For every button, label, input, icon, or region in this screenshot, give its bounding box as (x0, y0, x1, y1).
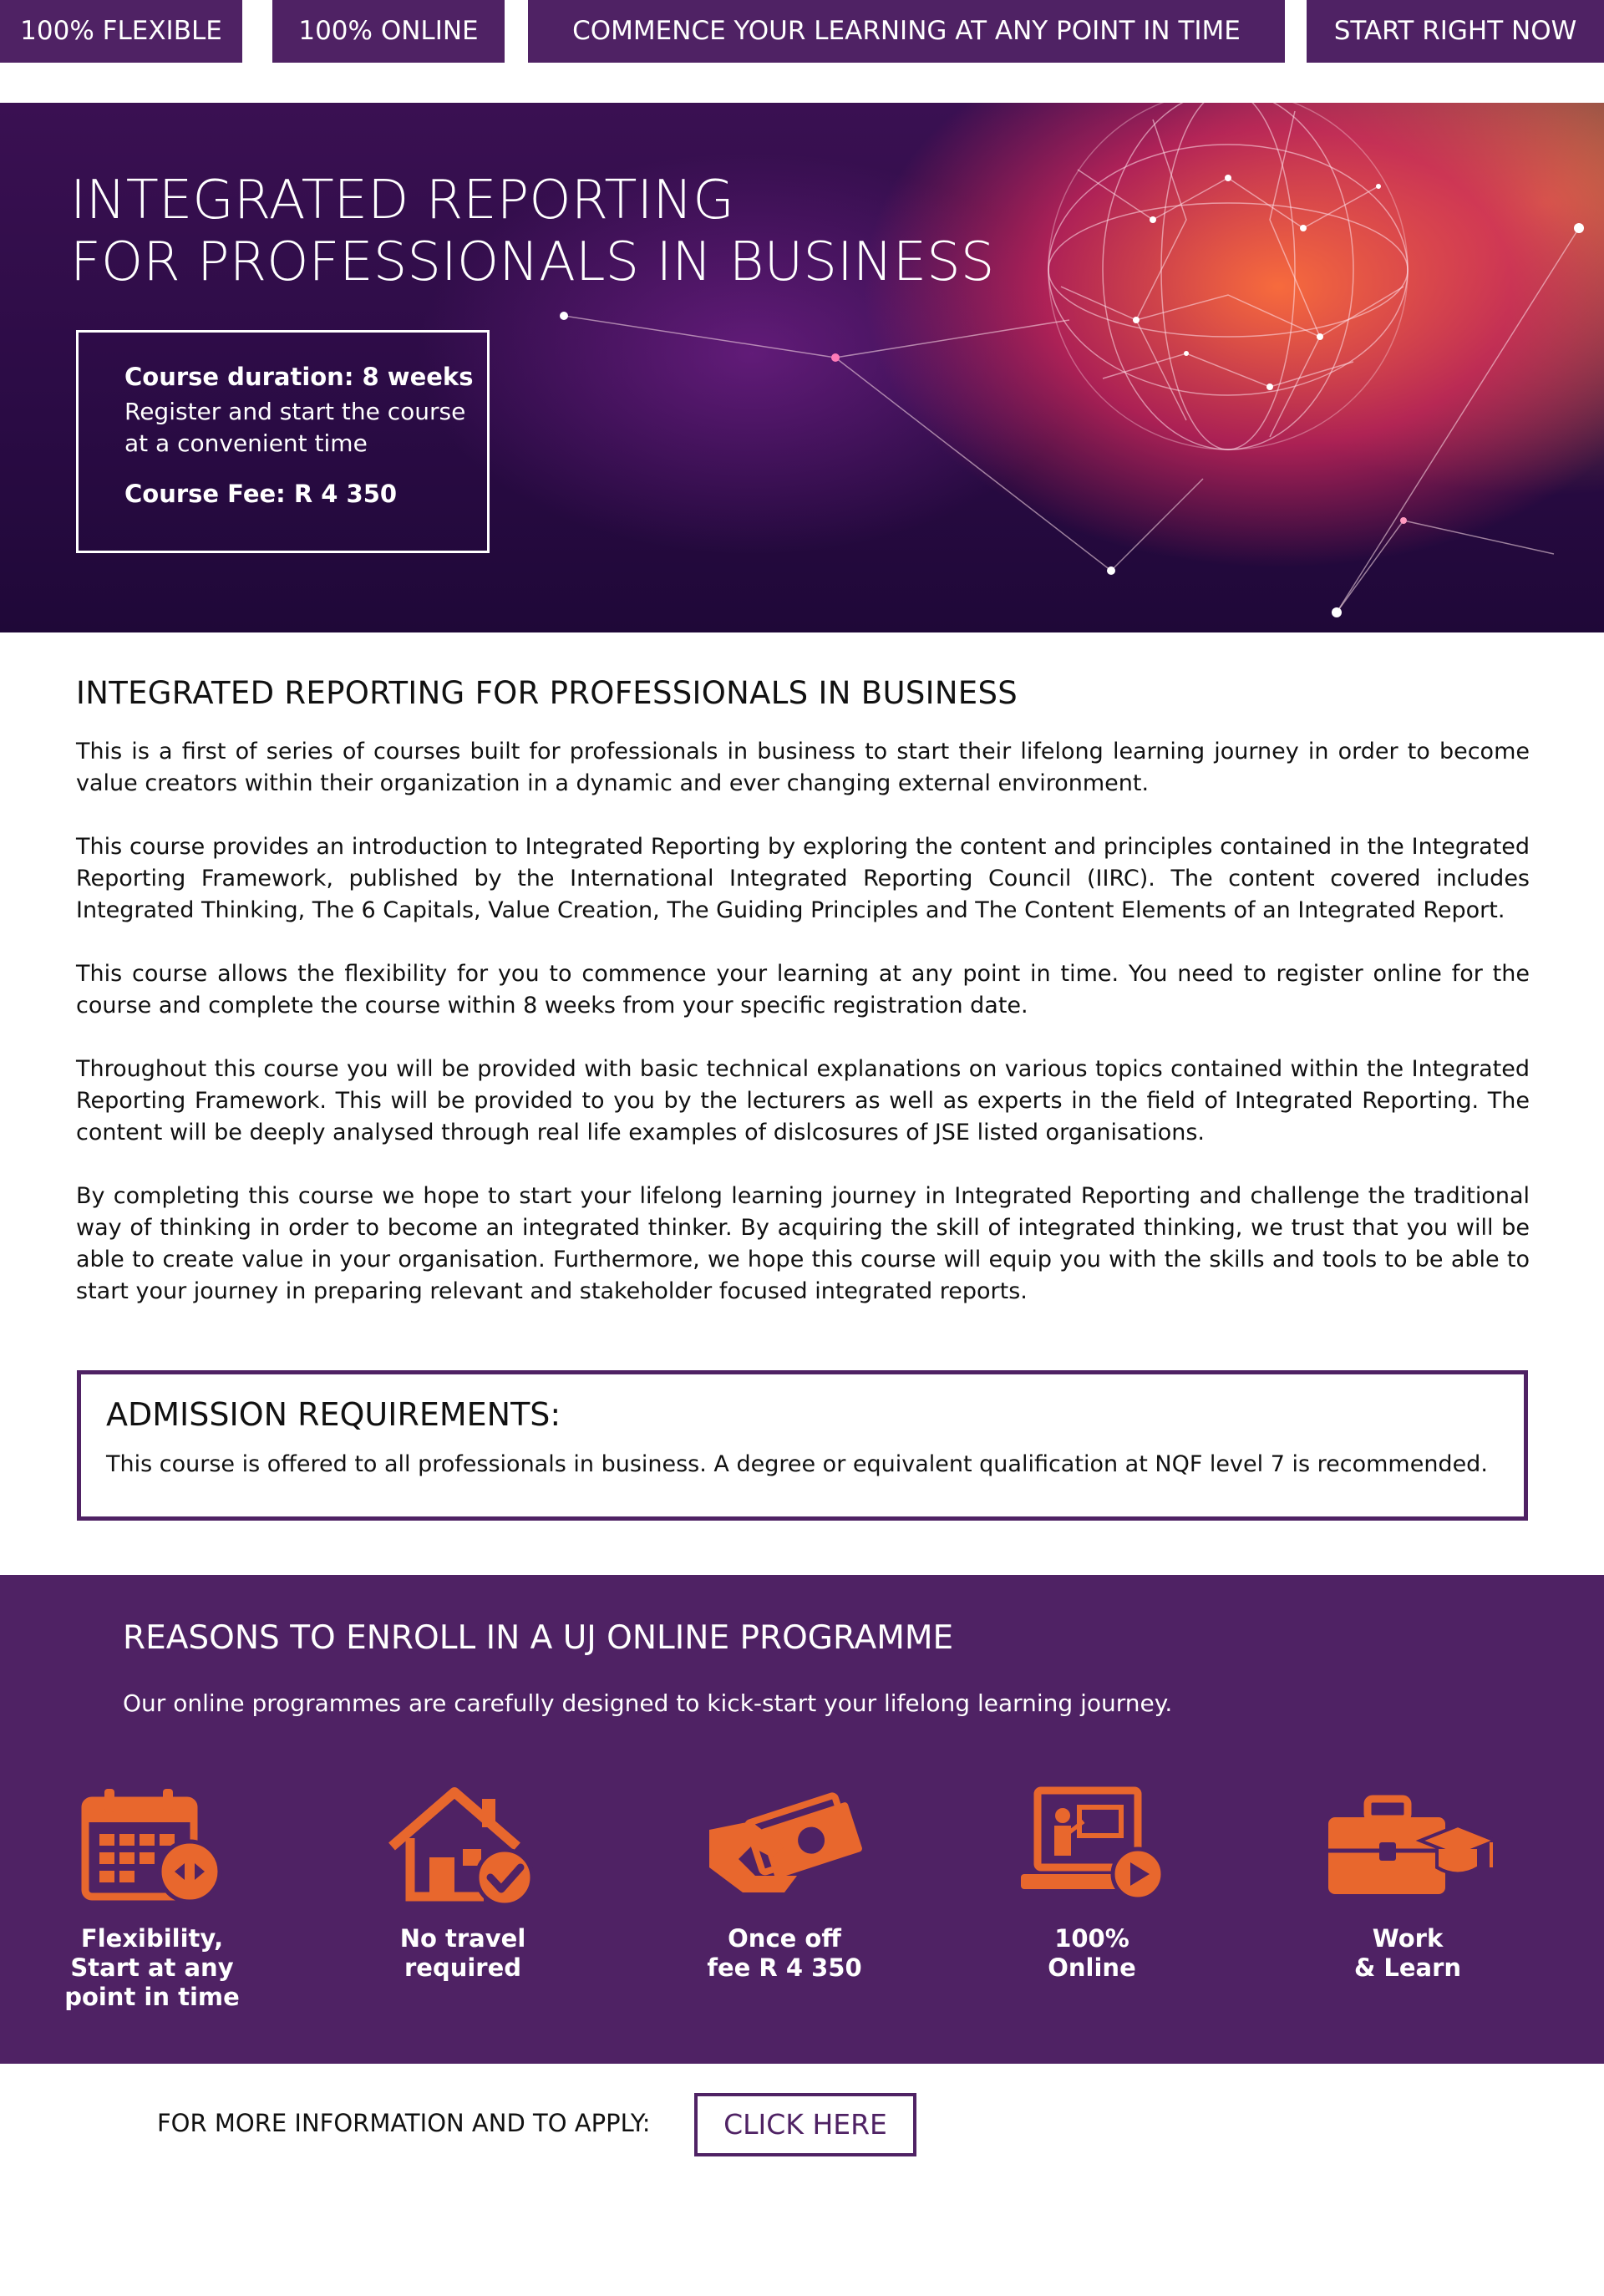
money-hand-icon (705, 1784, 864, 1909)
hero-title-line1: INTEGRATED REPORTING (70, 170, 734, 231)
laptop-lecture-icon (1013, 1784, 1171, 1909)
paragraph: Throughout this course you will be provided with basic technical explanations on various topics contained within the Integrated Reporting Framework. This will be provided to you by the lecturers as well as experts in the field of Integrated Reporting. The content will be deeply analysed through real life examples of dislcosures of JSE listed organisations. (76, 1056, 1530, 1145)
register-text (124, 396, 487, 460)
hero-title (70, 170, 1073, 293)
course-duration: Course duration: 8 weeks (124, 363, 474, 391)
admission-text: This course is offered to all professionals in business. A degree or equivalent qualification at NQF level 7 is recommended. (106, 1451, 1488, 1477)
tag-commence: COMMENCE YOUR LEARNING AT ANY POINT IN TIME (528, 0, 1285, 63)
reasons-subheading: Our online programmes are carefully designed to kick-start your lifelong learning journey. (123, 1689, 1173, 1717)
tag-bar (0, 0, 1604, 63)
feature-once-off-fee (676, 1784, 893, 1983)
feature-label: Work & Learn (1353, 1924, 1462, 1982)
course-description (76, 675, 1530, 1308)
tag-start-now: START RIGHT NOW (1307, 0, 1604, 63)
feature-work-learn (1299, 1784, 1516, 1983)
admission-heading: ADMISSION REQUIREMENTS: (106, 1396, 561, 1433)
reasons-section (0, 1575, 1604, 2064)
feature-100-online (983, 1784, 1200, 1983)
register-line2: at a convenient time (124, 429, 368, 457)
feature-label: 100% Online (1048, 1924, 1136, 1982)
briefcase-cap-icon (1316, 1784, 1500, 1909)
course-info-box (76, 330, 490, 553)
reasons-heading: REASONS TO ENROLL IN A UJ ONLINE PROGRAMME (123, 1619, 954, 1657)
admission-requirements-box (77, 1370, 1528, 1521)
paragraph: This course provides an introduction to Integrated Reporting by exploring the content and principles contained in the Integrated Reporting Framework, published by the International Integrated Reporting Council (IIRC). The content covered includes Integrated Thinking, The 6 Capitals, Value Creation, The Guiding Principles and The Content Elements of an Integrated Report. (76, 834, 1530, 923)
feature-label: Flexibility, Start at any point in time (64, 1924, 240, 2011)
hero-title-line2: FOR PROFESSIONALS IN BUSINESS (70, 231, 995, 293)
apply-label: FOR MORE INFORMATION AND TO APPLY: (157, 2109, 651, 2137)
paragraph: This is a first of series of courses built for professionals in business to start their lifelong learning journey in order to become value creators within their organization in a dynamic and ever changing external environment. (76, 739, 1530, 796)
feature-flexibility (43, 1784, 261, 2012)
house-check-icon (383, 1784, 542, 1909)
feature-label: No travel required (399, 1924, 526, 1982)
course-fee: Course Fee: R 4 350 (124, 480, 398, 508)
feature-no-travel (354, 1784, 571, 1983)
tag-flexible: 100% FLEXIBLE (0, 0, 242, 63)
click-here-button[interactable]: CLICK HERE (694, 2093, 916, 2156)
hero-banner (0, 103, 1604, 632)
tag-online: 100% ONLINE (272, 0, 505, 63)
paragraph: This course allows the flexibility for you to commence your learning at any point in time. You need to register online for the course and complete the course within 8 weeks from your specific registration date. (76, 961, 1530, 1018)
feature-label: Once off fee R 4 350 (707, 1924, 862, 1982)
calendar-icon (73, 1784, 231, 1909)
page-title: INTEGRATED REPORTING FOR PROFESSIONALS IN BUSINESS (76, 675, 1018, 711)
register-line1: Register and start the course (124, 398, 466, 425)
paragraph: By completing this course we hope to start your lifelong learning journey in Integrated Reporting and challenge the traditional way of thinking in order to become an integrated thinker. By acquiring the skill of integrated thinking, we trust that you will be able to create value in your organisation. Furthermore, we hope this course will equip you with the skills and tools to be able to start your journey in preparing relevant and stakeholder focused integrated reports. (76, 1183, 1530, 1304)
